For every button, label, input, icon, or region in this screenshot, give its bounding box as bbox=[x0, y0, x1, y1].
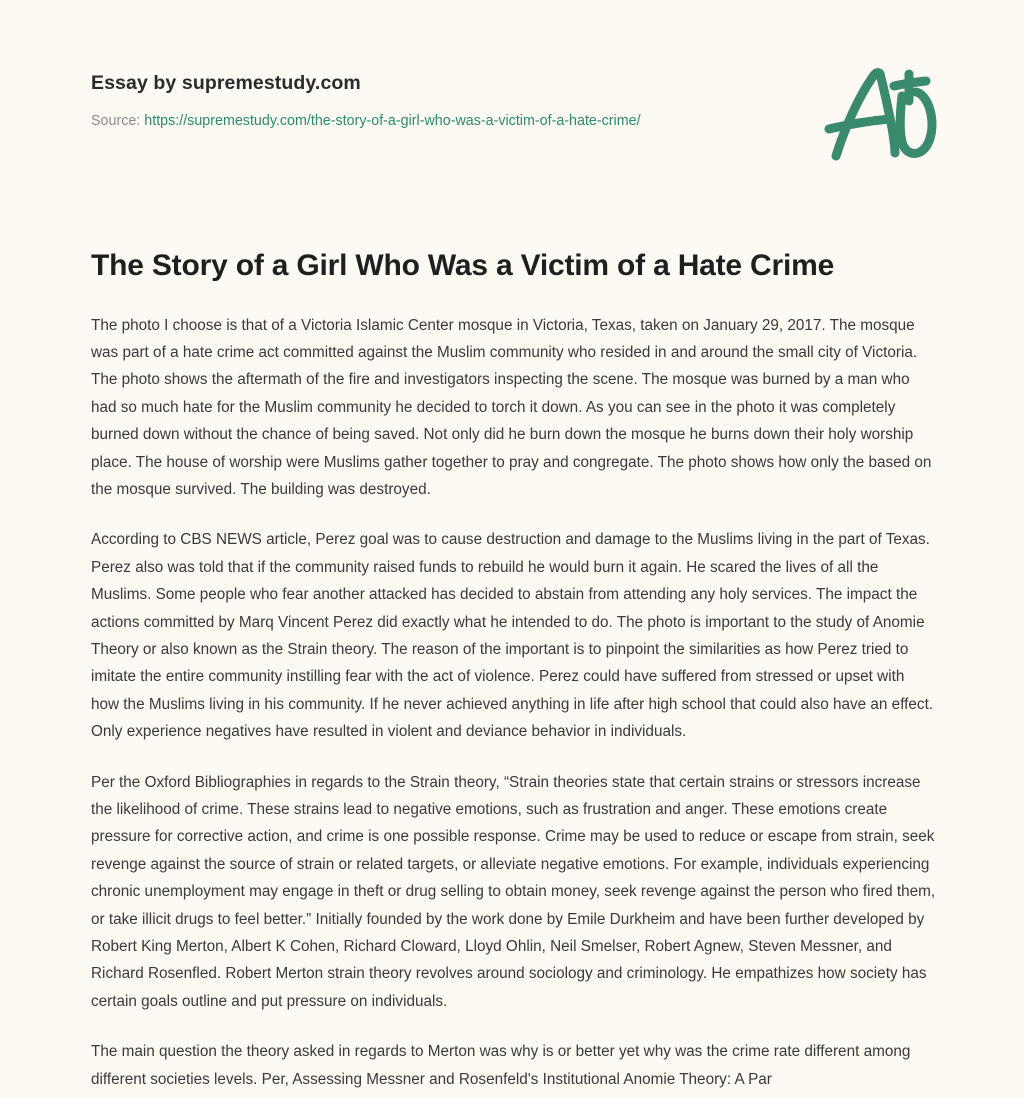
paragraph: The photo I choose is that of a Victoria Islamic Center mosque in Victoria, Texas, taken on January 29, 2017. The mosque was part of a hate crime act committed against the Muslim community who resided in and around the small city of Victoria. The photo shows the aftermath of the fire and investigators inspecting the scene. The mosque was burned by a man who had so much hate for the Muslim community he decided to torch it down. As you can see in the photo it was completely burned down without the chance of being saved. Not only did he burn down the mosque he burns down their holy worship place. The house of worship were Muslims gather together to pray and congregate. The photo shows how only the based on the mosque survived. The building was destroyed. bbox=[91, 316, 932, 498]
paragraph: Per the Oxford Bibliographies in regards to the Strain theory, “Strain theories state that certain strains or stressors increase the likelihood of crime. These strains lead to negative emotions, such as frustration and anger. These emotions create pressure for corrective action, and crime is one possible response. Crime may be used to reduce or escape from strain, seek revenge against the source of strain or related targets, or alleviate negative emotions. For example, individuals experiencing chronic unemployment may engage in theft or drug selling to obtain money, seek revenge against the person who fired them, or take illicit drugs to feel better.” Initially founded by the work done by Emile Durkheim and have been further developed by Robert King Merton, Albert K Cohen, Richard Cloward, Lloyd Ohlin, Neil Smelser, Robert Agnew, Steven Messner, and Richard Rosenfled. Robert Merton strain theory revolves around sociology and criminology. He empathizes how society has certain goals outline and put pressure on individuals. bbox=[91, 773, 936, 1010]
header-text-block bbox=[91, 72, 811, 131]
page-title: The Story of a Girl Who Was a Victim of a Hate Crime bbox=[91, 249, 835, 282]
paragraph: The main question the theory asked in regards to Merton was why is or better yet why was the crime rate different among different societies levels. Per, Assessing Messner and Rosenfeld's Institutional Anomie Theory: A Par bbox=[91, 1043, 911, 1088]
article bbox=[91, 247, 936, 1093]
document-header bbox=[0, 0, 1024, 200]
article-body bbox=[91, 285, 936, 1094]
supremestudy-logo[interactable] bbox=[806, 52, 958, 180]
source-label: Source: bbox=[91, 113, 141, 130]
a-plus-logo-icon bbox=[806, 52, 958, 180]
essay-attribution: Essay by supremestudy.com bbox=[91, 72, 361, 94]
paragraph: According to CBS NEWS article, Perez goal was to cause destruction and damage to the Muslims living in the part of Texas. Perez also was told that if the community raised funds to rebuild he would burn it again. He scared the lives of all the Muslims. Some people who fear another attacked has decided to abstain from attending any holy services. The impact the actions committed by Marq Vincent Perez did exactly what he intended to do. The photo is important to the study of Anomie Theory or also known as the Strain theory. The reason of the important is to pinpoint the similarities as how Perez tried to imitate the entire community instilling fear with the act of violence. Perez could have suffered from stressed or upset with how the Muslims living in his community. If he never achieved anything in life after high school that could also have an effect. Only experience negatives have resulted in violent and deviance behavior in individuals. bbox=[91, 531, 934, 741]
source-url-link[interactable]: https://supremestudy.com/the-story-of-a-girl-who-was-a-victim-of-a-hate-crime/ bbox=[144, 113, 641, 130]
source-line bbox=[91, 95, 811, 131]
